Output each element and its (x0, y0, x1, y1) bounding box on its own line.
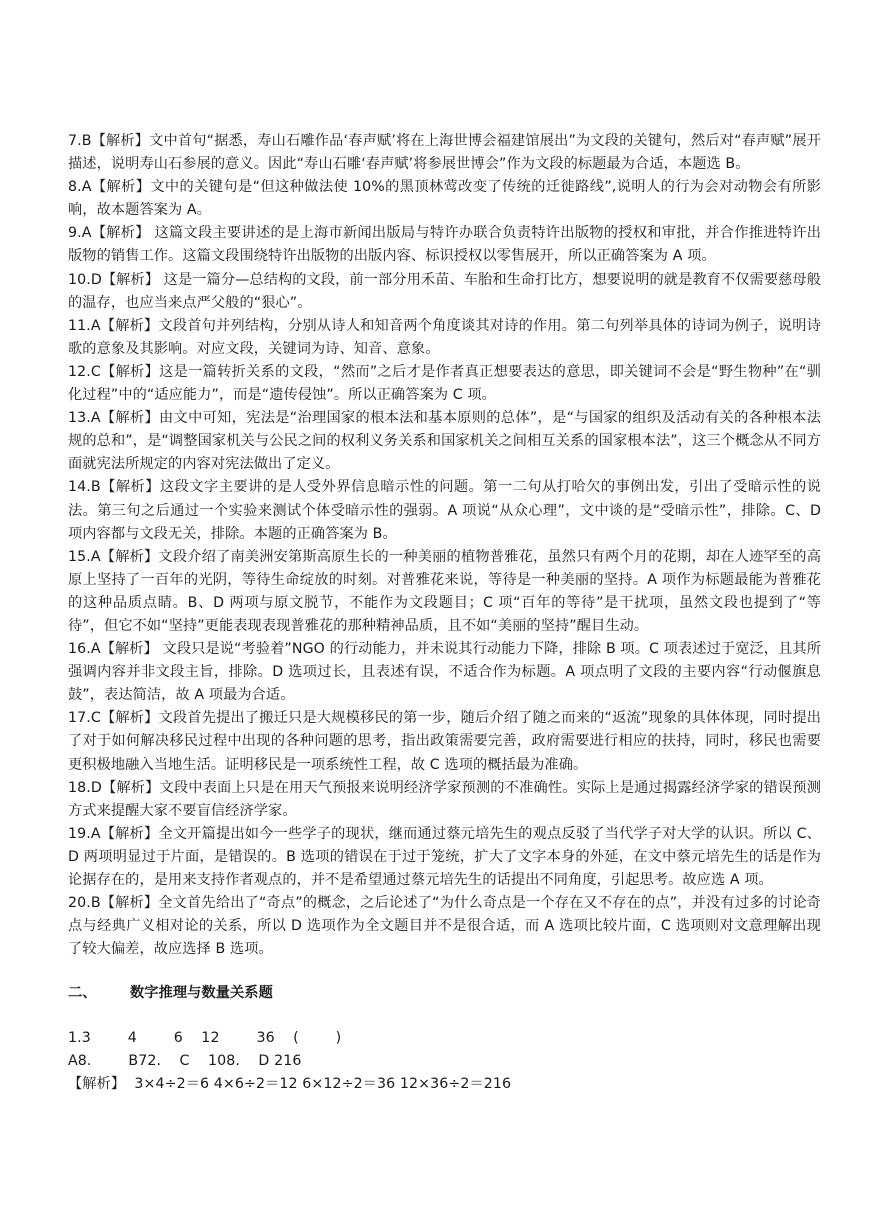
answer-text: 【解析】文中的关键句是“但这种做法使 10%的黑顶林莺改变了传统的迁徙路线”,说明人的行为会对动物会有所影响，故本题答案为 A。 (68, 179, 821, 219)
answer-list (68, 130, 821, 961)
answer-number: 16.A (68, 641, 101, 658)
answer-item-7 (68, 130, 821, 176)
answer-text: 【解析】文中首句“据悉，寿山石雕作品‘春声赋’将在上海世博会福建馆展出”为文段的关键句，然后对“春声赋”展开描述，说明寿山石参展的意义。因此“寿山石雕‘春声赋’将参展世博会”作为文段的标题最为合适，本题选 B。 (68, 133, 821, 173)
section-heading (68, 981, 821, 1005)
answer-item-13 (68, 407, 821, 476)
answer-text: 【解析】文段介绍了南美洲安第斯高原生长的一种美丽的植物普雅花，虽然只有两个月的花期，却在人迹罕至的高原上坚持了一百年的光阴，等待生命绽放的时刻。对普雅花来说，等待是一种美丽的坚持。A 项作为标题最能为普雅花的这种品质点睛。B、D 两项与原文脱节，不能作为文段题目；C 项“百年的等待”是干扰项，虽然文段也提到了“等待”，但它不如“坚持”更能表现表现普雅花的那种精神品质，且不如“美丽的坚持”醒目生动。 (68, 548, 821, 634)
answer-number: 7.B (68, 133, 92, 149)
answer-item-15 (68, 546, 821, 638)
answer-text: 【解析】文段中表面上只是在用天气预报来说明经济学家预测的不准确性。实际上是通过揭露经济学家的错误预测方式来提醒大家不要盲信经济学家。 (68, 779, 821, 819)
answer-item-8 (68, 176, 821, 222)
answer-item-9 (68, 222, 821, 268)
answer-item-10 (68, 269, 821, 315)
answer-number: 17.C (68, 710, 101, 727)
question-analysis: 【解析】 3×4÷2＝6 4×6÷2＝12 6×12÷2＝36 12×36÷2＝216 (68, 1076, 512, 1093)
answer-number: 20.B (68, 895, 101, 912)
answer-number: 14.B (68, 479, 101, 496)
answer-item-12 (68, 361, 821, 407)
section-number: 二、 (68, 985, 97, 1002)
question-stem: 1.3 4 6 12 36 ( ) (68, 1030, 342, 1047)
answer-item-11 (68, 315, 821, 361)
answer-number: 9.A (68, 225, 92, 242)
answer-text: 【解析】 这是一篇分—总结构的文段，前一部分用禾苗、车胎和生命打比方，想要说明的就是教育不仅需要慈母般的温存，也应当来点严父般的“狠心”。 (68, 271, 821, 311)
answer-item-19 (68, 823, 821, 892)
answer-number: 10.D (68, 271, 102, 288)
answer-text: 【解析】由文中可知，宪法是“治理国家的根本法和基本原则的总体”，是“与国家的组织及活动有关的各种根本法规的总和”，是“调整国家机关与公民之间的权利义务关系和国家机关之间相互关系的国家根本法”，这三个概念从不同方面就宪法所规定的内容对宪法做出了定义。 (68, 410, 821, 473)
answer-item-16 (68, 638, 821, 707)
section-title: 数字推理与数量关系题 (130, 985, 273, 1002)
answer-item-18 (68, 777, 821, 823)
answer-text: 【解析】文段首句并列结构，分别从诗人和知音两个角度谈其对诗的作用。第二句列举具体的诗词为例子，说明诗歌的意象及其影响。对应文段，关键词为诗、知音、意象。 (68, 317, 821, 357)
question-block (68, 1027, 821, 1096)
answer-number: 8.A (68, 179, 92, 196)
answer-text: 【解析】全文开篇提出如今一些学子的现状，继而通过蔡元培先生的观点反驳了当代学子对大学的认识。所以 C、D 两项明显过于片面，是错误的。B 选项的错误在于过于笼统，扩大了文字本身的外延，在文中蔡元培先生的话是作为论据存在的，是用来支持作者观点的，并不是希望通过蔡元培先生的话提出不同角度，引起思考。故应选 A 项。 (68, 825, 821, 888)
answer-text: 【解析】全文首先给出了“奇点”的概念，之后论述了“为什么奇点是一个存在又不存在的点”，并没有过多的讨论奇点与经典广义相对论的关系，所以 D 选项作为全文题目并不是很合适，而 A 选项比较片面，C 选项则对文意理解出现了较大偏差，故应选择 B 选项。 (68, 895, 821, 958)
answer-number: 13.A (68, 410, 101, 427)
answer-number: 11.A (68, 317, 101, 334)
answer-text: 【解析】 这篇文段主要讲述的是上海市新闻出版局与特许办联合负责特许出版物的授权和审批，并合作推进特许出版物的销售工作。这篇文段围绕特许出版物的出版内容、标识授权以零售展开，所以正确答案为 A 项。 (68, 225, 821, 265)
answer-number: 18.D (68, 779, 102, 796)
answer-number: 15.A (68, 548, 101, 565)
answer-number: 12.C (68, 363, 101, 380)
answer-number: 19.A (68, 825, 101, 842)
answer-item-20 (68, 892, 821, 961)
answer-text: 【解析】 文段只是说“考验着”NGO 的行动能力，并未说其行动能力下降，排除 B 项。C 项表述过于宽泛，且其所强调内容并非文段主旨，排除。D 选项过长，且表述有误，不适合作为标题。A 项点明了文段的主要内容“行动偃旗息鼓”，表达简洁，故 A 项最为合适。 (68, 641, 821, 704)
answer-text: 【解析】这是一篇转折关系的文段，“然而”之后才是作者真正想要表达的意思，即关键词不会是“野生物种”在“驯化过程”中的“适应能力”，而是“遗传侵蚀”。所以正确答案为 C 项。 (68, 363, 821, 404)
answer-text: 【解析】文段首先提出了搬迁只是大规模移民的第一步，随后介绍了随之而来的“返流”现象的具体体现，同时提出了对于如何解决移民过程中出现的各种问题的思考，指出政策需要完善，政府需要进行相应的扶持，同时，移民也需要更积极地融入当地生活。证明移民是一项系统性工程，故 C 选项的概括最为准确。 (68, 710, 821, 773)
answer-item-17 (68, 707, 821, 776)
answer-item-14 (68, 476, 821, 545)
answer-text: 【解析】这段文字主要讲的是人受外界信息暗示性的问题。第一二句从打哈欠的事例出发，引出了受暗示性的说法。第三句之后通过一个实验来测试个体受暗示性的强弱。A 项说“从众心理”，文中谈的是“受暗示性”，排除。C、D 项内容都与文段无关，排除。本题的正确答案为 B。 (68, 479, 821, 542)
question-options: A8. B72. C 108. D 216 (68, 1053, 302, 1070)
